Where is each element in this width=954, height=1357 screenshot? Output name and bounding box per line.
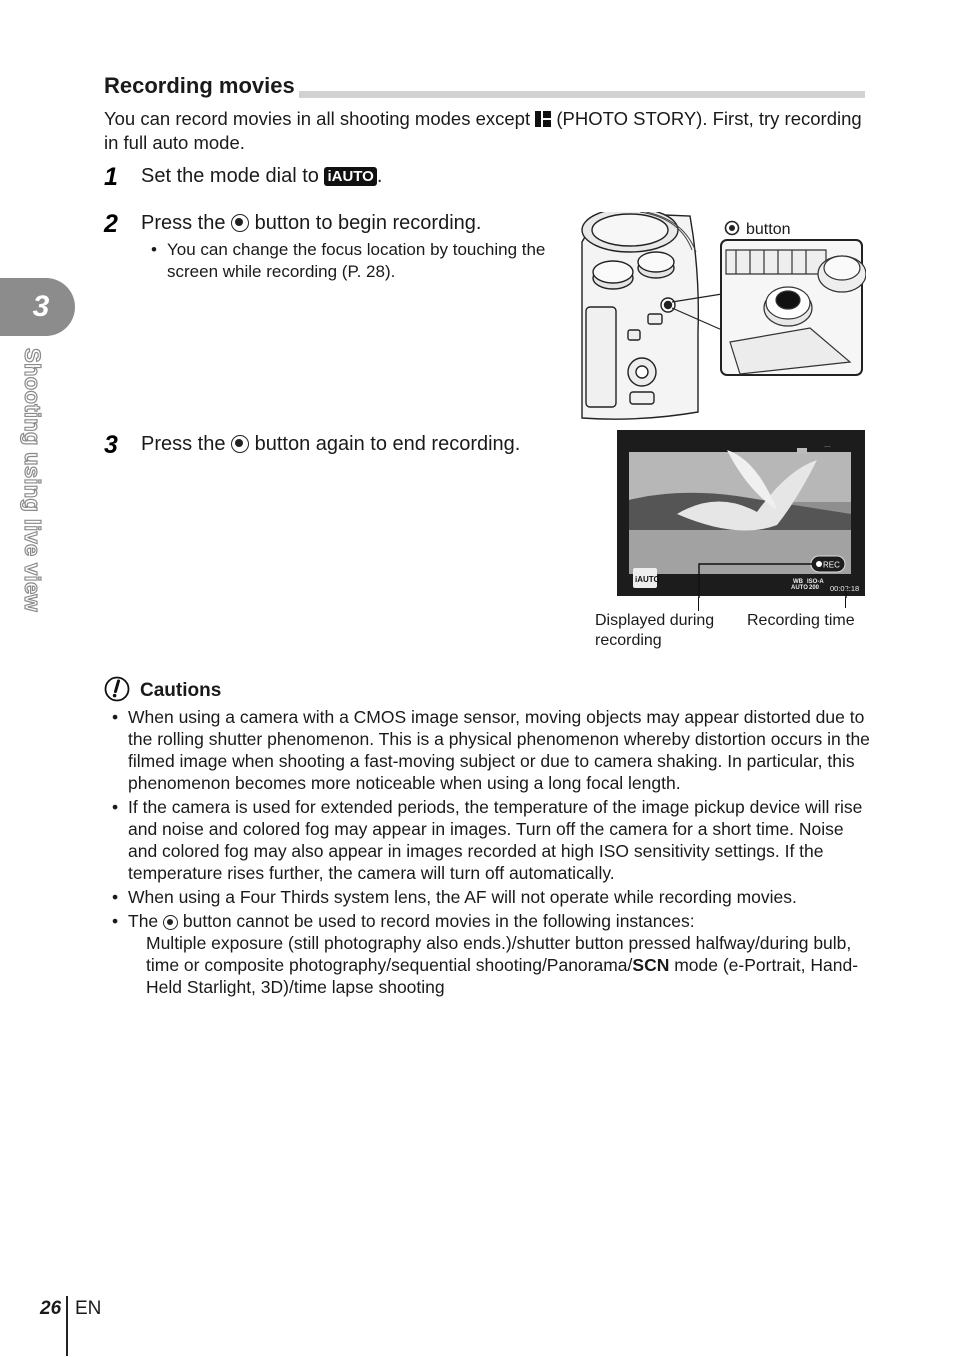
chapter-title bbox=[22, 348, 56, 628]
caution-icon bbox=[104, 676, 130, 702]
rec-label: REC bbox=[823, 560, 840, 570]
caption-recording-time: Recording time bbox=[747, 612, 855, 629]
iauto-mode-icon: iAUTO bbox=[324, 167, 376, 186]
leader-right-tail bbox=[845, 597, 846, 608]
record-button-icon bbox=[231, 214, 249, 232]
iso-label: ISO-A bbox=[807, 579, 824, 585]
caution-4-text-after: button cannot be used to record movies in the following instances: bbox=[182, 911, 695, 931]
chapter-number: 3 bbox=[32, 290, 50, 323]
caution-4-sub-after: mode (e-Portrait, Hand-Held Starlight, 3D)/time lapse shooting bbox=[146, 955, 859, 997]
record-button-icon bbox=[231, 435, 249, 453]
leader-left-tail bbox=[698, 597, 699, 611]
wb-value: AUTO bbox=[791, 585, 808, 591]
step-2-text-after: button to begin recording. bbox=[254, 212, 482, 234]
cautions-list bbox=[104, 706, 872, 1000]
intro-text-2: (PHOTO STORY). First, try recording in full auto mode. bbox=[104, 108, 862, 153]
chapter-title-text: Shooting using live view bbox=[20, 348, 45, 612]
camera-illustration bbox=[580, 212, 866, 422]
step-3-text bbox=[141, 431, 520, 457]
intro-paragraph bbox=[104, 107, 864, 155]
page-language: EN bbox=[75, 1298, 102, 1319]
list-item: • When using a camera with a CMOS image sensor, moving objects may appear distorted due to the rolling shutter phenomenon. This is a physical phenomenon whereby distortion occurs in the filmed image when shooting a fast-moving subject or due to camera shaking. In particular, this phenomenon becomes more noticeable when using a long focal length. bbox=[104, 706, 872, 794]
recording-time: 00:02:18 bbox=[830, 584, 860, 593]
wb-label: WB bbox=[793, 579, 803, 585]
step-3-number: 3 bbox=[104, 431, 118, 459]
record-button-icon bbox=[163, 915, 178, 930]
caption-displayed-during-recording: Displayed during recording bbox=[595, 612, 715, 649]
step-1-number: 1 bbox=[104, 163, 118, 191]
photo-story-icon bbox=[535, 111, 551, 127]
step-1-text-after: . bbox=[376, 165, 383, 187]
button-callout: button bbox=[746, 221, 791, 238]
svg-text:⌒: ⌒ bbox=[824, 447, 831, 454]
step-3-text-after: button again to end recording. bbox=[254, 433, 521, 455]
recording-screen-illustration bbox=[617, 430, 865, 598]
step-2-number: 2 bbox=[104, 210, 118, 238]
caution-4-subparagraph bbox=[128, 932, 872, 998]
list-item: • When using a Four Thirds system lens, the AF will not operate while recording movies. bbox=[104, 886, 872, 908]
iauto-label: iAUTO bbox=[635, 575, 660, 584]
page-number: 26 bbox=[40, 1298, 62, 1319]
list-item: • If the camera is used for extended periods, the temperature of the image pickup device will rise and noise and colored fog may appear in images. Turn off the camera for a short time. Noise and colored fog may also appear in images recorded at high ISO sensitivity settings. If the temperature rises further, the camera will turn off automatically. bbox=[104, 796, 872, 884]
camera-body bbox=[582, 212, 698, 419]
step-1-text-before: Set the mode dial to bbox=[141, 165, 319, 187]
caution-4-text-before: The bbox=[128, 911, 159, 931]
intro-text-1: You can record movies in all shooting modes except bbox=[104, 108, 531, 129]
step-1-text bbox=[141, 163, 382, 189]
list-item bbox=[104, 910, 872, 998]
iso-value: 200 bbox=[809, 585, 820, 591]
step-2-bullets bbox=[143, 239, 558, 283]
step-2-text bbox=[141, 210, 481, 236]
cautions-heading: Cautions bbox=[140, 680, 222, 701]
step-3-text-before: Press the bbox=[141, 433, 226, 455]
scn-mode-label: SCN bbox=[632, 955, 670, 975]
section-title: Recording movies bbox=[104, 72, 299, 100]
caution-4-sub-before: Multiple exposure (still photography also ends.)/shutter button pressed halfway/during bulb, time or composite photography/sequential shooting/Panorama/ bbox=[146, 933, 852, 975]
step-2-text-before: Press the bbox=[141, 212, 226, 234]
list-item: • You can change the focus location by touching the screen while recording (P. 28). bbox=[143, 239, 558, 283]
footer-divider bbox=[66, 1296, 68, 1356]
